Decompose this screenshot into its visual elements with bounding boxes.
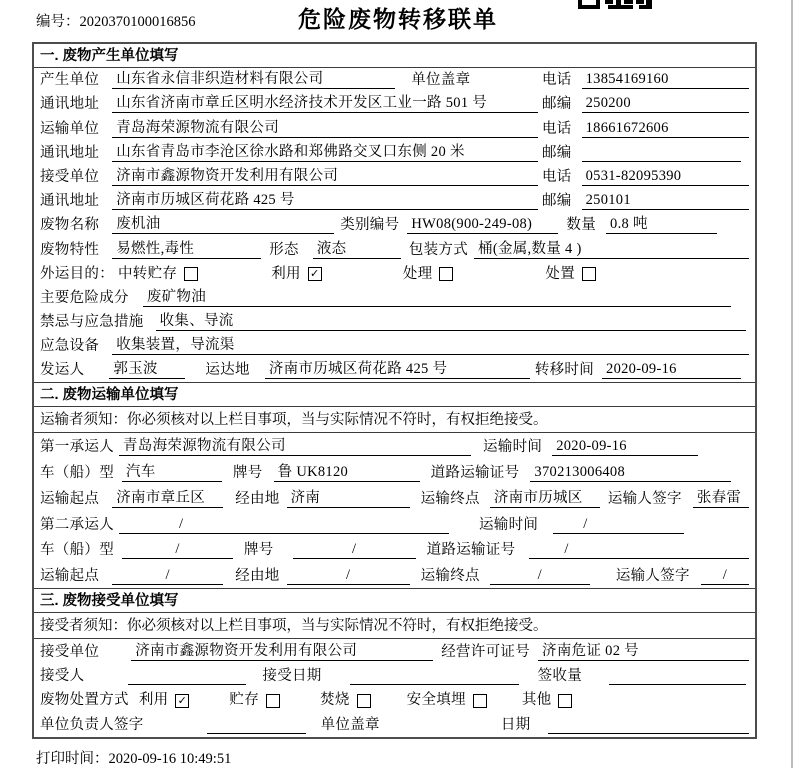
end-label: 运输终点: [420, 568, 480, 585]
zip-label: 邮编: [542, 193, 572, 210]
disposal-landfill-label: 安全填埋: [406, 692, 466, 709]
disposal-burn-label: 焚烧: [320, 692, 350, 709]
transport-time-label: 运输时间: [479, 516, 539, 533]
waste-name-row: [34, 213, 755, 237]
receiver-left: [40, 168, 542, 186]
section2-title: 二. 废物运输单位填写: [34, 382, 755, 407]
purpose-option-dispose: [545, 266, 596, 283]
transfer-time-label: 转移时间: [534, 362, 595, 379]
hazard-row: [34, 286, 755, 310]
purpose-option-transfer: [118, 266, 198, 283]
transporter-row: [34, 116, 755, 140]
purpose-transfer-checkbox: [184, 267, 198, 281]
category-value: HW08(900-249-08): [407, 216, 558, 234]
zip-label: 邮编: [542, 144, 572, 161]
via1-value: 济南: [287, 490, 410, 508]
transporter-address-row: [34, 141, 755, 165]
disposal-option-store: [229, 692, 280, 709]
date-label: 日期: [500, 716, 531, 733]
measures-value: 收集、导流: [156, 313, 746, 331]
end-label: 运输终点: [420, 490, 480, 507]
disposal-use-checkbox: ✓: [175, 694, 189, 708]
purpose-label: 外运目的：: [40, 265, 114, 282]
category-label: 类别编号: [340, 217, 400, 234]
doc-number-label: 编号：: [36, 14, 80, 30]
producer-phone-value: 13854169160: [582, 71, 749, 89]
destination-value: 济南市历城区荷花路 425 号: [265, 361, 530, 379]
purpose-treat-checkbox: [439, 267, 453, 281]
vehicle2-value: /: [122, 541, 233, 559]
print-time-value: 2020-09-16 10:49:51: [108, 751, 232, 767]
manifest-form-table: [32, 42, 757, 739]
transporter-sign-label: 运输人签字: [615, 568, 690, 585]
phone-label: 电话: [542, 120, 572, 137]
sign-qty-label: 签收量: [537, 668, 583, 684]
disposal-landfill-checkbox: [473, 694, 487, 708]
phone-label: 电话: [542, 168, 572, 185]
acceptor-row: [34, 664, 755, 688]
disposal-option-landfill: [407, 692, 487, 709]
vehicle1-value: 汽车: [122, 464, 222, 482]
equipment-label: 应急设备: [40, 338, 100, 355]
vehicle1-row: [34, 459, 755, 485]
producer-zip-value: 250200: [582, 95, 749, 113]
origin-label: 运输起点: [40, 568, 100, 585]
hazard-value: 废矿物油: [143, 289, 731, 307]
phone-label: 电话: [542, 72, 572, 89]
destination-label: 运达地: [205, 362, 250, 379]
purpose-option-treat: [403, 266, 454, 283]
route2-row: [34, 562, 755, 588]
carrier2-value: /: [119, 516, 449, 534]
sign-qty-value: [609, 684, 746, 685]
acceptor-label: 接受人: [40, 668, 85, 684]
print-time: [36, 747, 231, 768]
via-label: 经由地: [235, 490, 280, 507]
permit-label: 经营许可证号: [441, 643, 531, 660]
waste-property-label: 废物特性: [40, 241, 100, 258]
section3-title: 三. 废物接受单位填写: [34, 588, 755, 613]
receiver-address-left: [40, 192, 542, 210]
packing-label: 包装方式: [408, 241, 469, 258]
disposal-option-other: [522, 692, 573, 709]
carrier2-time-value: /: [553, 516, 684, 534]
waste-property-value: 易燃性,毒性: [112, 241, 261, 259]
quantity-label: 数量: [566, 217, 597, 234]
section1-title: 一. 废物产生单位填写: [34, 44, 755, 68]
sign1-value: 张春雷: [693, 490, 749, 508]
accept-date-value: [350, 684, 519, 685]
via2-value: /: [287, 567, 410, 585]
receiver-row: [34, 165, 755, 189]
print-time-label: 打印时间：: [36, 751, 109, 767]
carrier2-row: [34, 511, 755, 537]
plate-label: 牌号: [233, 465, 263, 482]
purpose-treat-label: 处理: [402, 265, 433, 282]
disposal-other-checkbox: [558, 694, 572, 708]
address-label: 通讯地址: [40, 96, 100, 113]
disposal-label: 废物处置方式: [40, 692, 129, 709]
receiver-phone-value: 0531-82095390: [582, 168, 749, 186]
purpose-option-use: [271, 266, 322, 283]
transporter-notice: 运输者须知：你必须核对以上栏目事项，当与实际情况不符时，有权拒绝接受。: [34, 407, 755, 433]
address-label: 通讯地址: [40, 193, 100, 210]
accept-unit-value: 济南市鑫源物资开发利用有限公司: [131, 643, 433, 661]
form-value: 液态: [313, 241, 401, 259]
purpose-row: [34, 262, 755, 286]
disposal-burn-checkbox: [357, 694, 371, 708]
road-license-label: 道路运输证号: [426, 542, 516, 559]
accept-unit-row: [34, 639, 755, 663]
disposal-use-label: 利用: [138, 692, 169, 709]
quantity-value: 0.8 吨: [606, 216, 717, 234]
packing-value: 桶(金属,数量 4 ): [474, 241, 749, 259]
end1-value: 济南市历城区: [490, 490, 600, 508]
license1-value: 370213006408: [530, 464, 731, 482]
purpose-use-label: 利用: [271, 265, 301, 282]
plate-label: 牌号: [244, 542, 274, 559]
transporter-address-left: [40, 144, 542, 162]
address-label: 通讯地址: [40, 144, 100, 161]
acceptor-value: [128, 684, 246, 685]
carrier1-label: 第一承运人: [40, 439, 114, 456]
disposal-row: [34, 688, 755, 712]
transporter-left: [40, 120, 542, 138]
form-label: 形态: [269, 241, 299, 258]
transporter-value: 青岛海荣源物流有限公司: [112, 120, 538, 138]
receiver-value: 济南市鑫源物资开发利用有限公司: [112, 168, 538, 186]
disposal-other-label: 其他: [521, 692, 552, 709]
carrier2-label: 第二承运人: [40, 516, 114, 533]
plate2-value: /: [293, 541, 416, 559]
origin-label: 运输起点: [40, 490, 100, 507]
transporter-address-value: 山东省青岛市李沧区徐水路和郑佛路交叉口东侧 20 米: [112, 144, 538, 162]
transporter-zip-value: [582, 161, 741, 162]
date-value: [548, 733, 749, 734]
equipment-row: [34, 334, 755, 358]
head-sign-row: [34, 712, 755, 736]
hazard-label: 主要危险成分: [40, 289, 129, 306]
transport-time-label: 运输时间: [483, 439, 543, 456]
origin2-value: /: [112, 567, 223, 585]
page-right-edge: [791, 0, 793, 768]
producer-label: 产生单位: [40, 72, 100, 89]
sign2-value: /: [701, 567, 749, 585]
producer-value: 山东省永信非织造材料有限公司: [112, 71, 395, 89]
shipper-row: [34, 358, 755, 382]
transporter-phone-value: 18661672606: [582, 120, 749, 138]
receiver-address-value: 济南市历城区荷花路 425 号: [112, 192, 538, 210]
page-title: 危险废物转移联单: [298, 6, 498, 32]
disposal-store-label: 贮存: [229, 692, 260, 709]
company-seal-label: 单位盖章: [411, 72, 471, 89]
disposal-option-use: [139, 692, 190, 709]
shipper-value: 郭玉波: [109, 361, 185, 379]
producer-address-left: [40, 95, 542, 113]
zip-label: 邮编: [542, 96, 572, 113]
receiver-zip-value: 250101: [582, 192, 749, 210]
producer-row: [34, 68, 755, 92]
qr-code-partial-icon: [578, 0, 652, 9]
purpose-dispose-checkbox: [582, 267, 596, 281]
origin1-value: 济南市章丘区: [112, 490, 223, 508]
producer-left: [40, 71, 542, 89]
plate1-value: 鲁 UK8120: [274, 464, 420, 482]
disposal-store-checkbox: [266, 694, 280, 708]
route1-row: [34, 485, 755, 511]
purpose-transfer-label: 中转贮存: [118, 265, 178, 282]
measures-label: 禁忌与应急措施: [40, 314, 144, 331]
measures-row: [34, 310, 755, 334]
vehicle-type-label: 车（船）型: [40, 542, 114, 559]
road-license-label: 道路运输证号: [430, 465, 520, 482]
vehicle-type-label: 车（船）型: [40, 465, 114, 482]
purpose-use-checkbox: ✓: [308, 267, 322, 281]
license2-value: /: [529, 541, 749, 559]
accept-unit-label: 接受单位: [40, 643, 100, 660]
head-sign-value: [207, 733, 306, 734]
vehicle2-row: [34, 537, 755, 563]
carrier1-row: [34, 433, 755, 459]
accept-date-label: 接受日期: [262, 668, 322, 684]
waste-name-label: 废物名称: [40, 217, 100, 234]
producer-address-row: [34, 92, 755, 116]
carrier1-value: 青岛海荣源物流有限公司: [119, 438, 471, 456]
transporter-sign-label: 运输人签字: [607, 490, 682, 507]
head-sign-label: 单位负责人签字: [40, 716, 144, 733]
purpose-dispose-label: 处置: [545, 265, 576, 282]
receiver-notice: 接受者须知：你必须核对以上栏目事项，当与实际情况不符时，有权拒绝接受。: [34, 613, 755, 639]
end2-value: /: [490, 567, 590, 585]
shipper-label: 发运人: [40, 362, 85, 379]
receiver-label: 接受单位: [40, 168, 100, 185]
transfer-time-value: 2020-09-16: [602, 361, 741, 379]
disposal-option-burn: [320, 692, 371, 709]
equipment-value: 收集装置，导流渠: [112, 337, 749, 355]
via-label: 经由地: [235, 568, 280, 585]
doc-number-value: 2020370100016856: [79, 14, 196, 30]
waste-name-value: 废机油: [112, 216, 334, 234]
unit-seal-label: 单位盖章: [320, 716, 380, 733]
receiver-address-row: [34, 189, 755, 213]
permit-value: 济南危证 02 号: [538, 643, 749, 661]
transporter-label: 运输单位: [40, 120, 100, 137]
producer-address-value: 山东省济南市章丘区明水经济技术开发区工业一路 501 号: [112, 95, 538, 113]
waste-property-row: [34, 237, 755, 261]
carrier1-time-value: 2020-09-16: [552, 438, 698, 456]
